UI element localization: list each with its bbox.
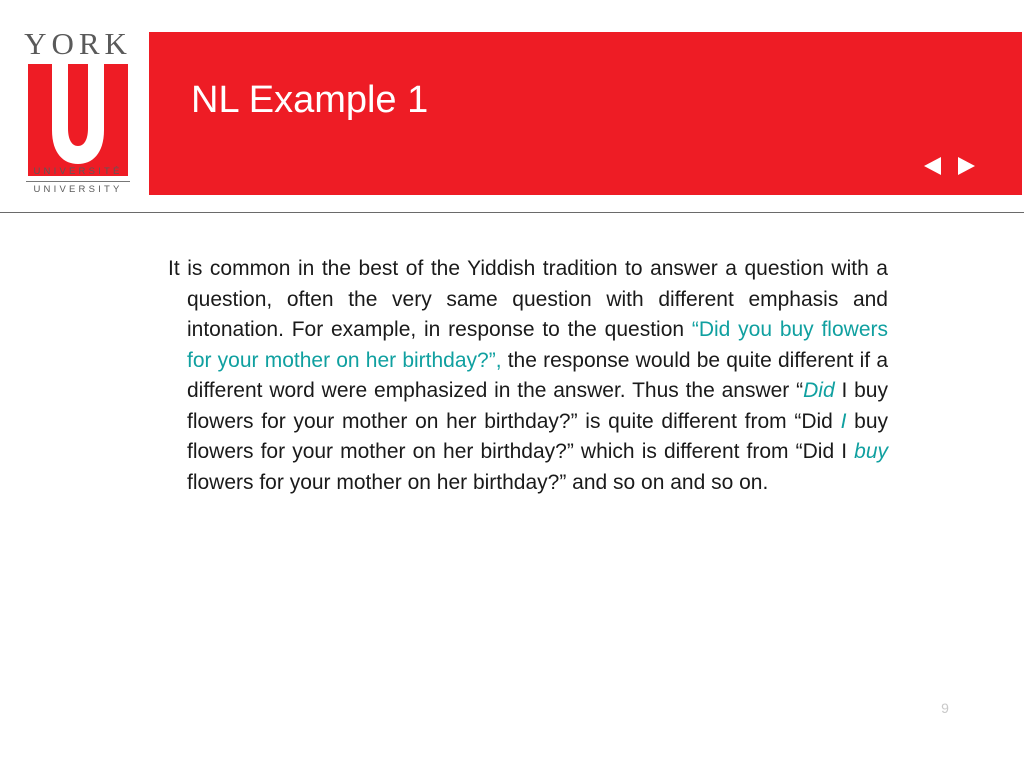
emphasized-word: buy — [854, 440, 888, 463]
logo-u-mark — [28, 64, 128, 176]
body-text-segment: the response would be quite different if a different word were emphasized in the answer. Thus the answer “ — [187, 348, 888, 402]
emphasized-word: I — [840, 409, 847, 433]
body-text-segment: It is common in the best of the Yiddish tradition to answer a question with a question, often the very same question with different emphasis and intonation. For example, in response to the question — [168, 257, 888, 341]
logo-york-wordmark: YORK — [24, 26, 132, 61]
header-band — [149, 32, 1022, 195]
body-text-segment: flowers for your mother on her birthday?” and so on and so on. — [187, 470, 769, 494]
previous-slide-icon[interactable] — [923, 157, 942, 175]
header-divider — [0, 212, 1024, 213]
body-text-segment: buy flowers for your mother on her birthday?” which is different from “Did I — [187, 409, 888, 463]
logo-line-universite: UNIVERSITÉ — [33, 166, 123, 177]
page-number: 9 — [941, 700, 949, 716]
slide-navigation — [923, 157, 976, 175]
highlighted-question: “Did you buy flowers for your mother on her birthday?”, — [187, 318, 888, 372]
next-slide-icon[interactable] — [957, 157, 976, 175]
logo-divider — [26, 181, 130, 182]
body-paragraph — [168, 254, 888, 498]
logo-line-university: UNIVERSITY — [33, 184, 123, 195]
emphasized-word: Did — [803, 379, 835, 402]
slide-title: NL Example 1 — [191, 79, 429, 121]
york-university-logo — [20, 28, 136, 200]
body-text-segment: I buy flowers for your mother on her birthday?” is quite different from “Did — [187, 379, 888, 433]
